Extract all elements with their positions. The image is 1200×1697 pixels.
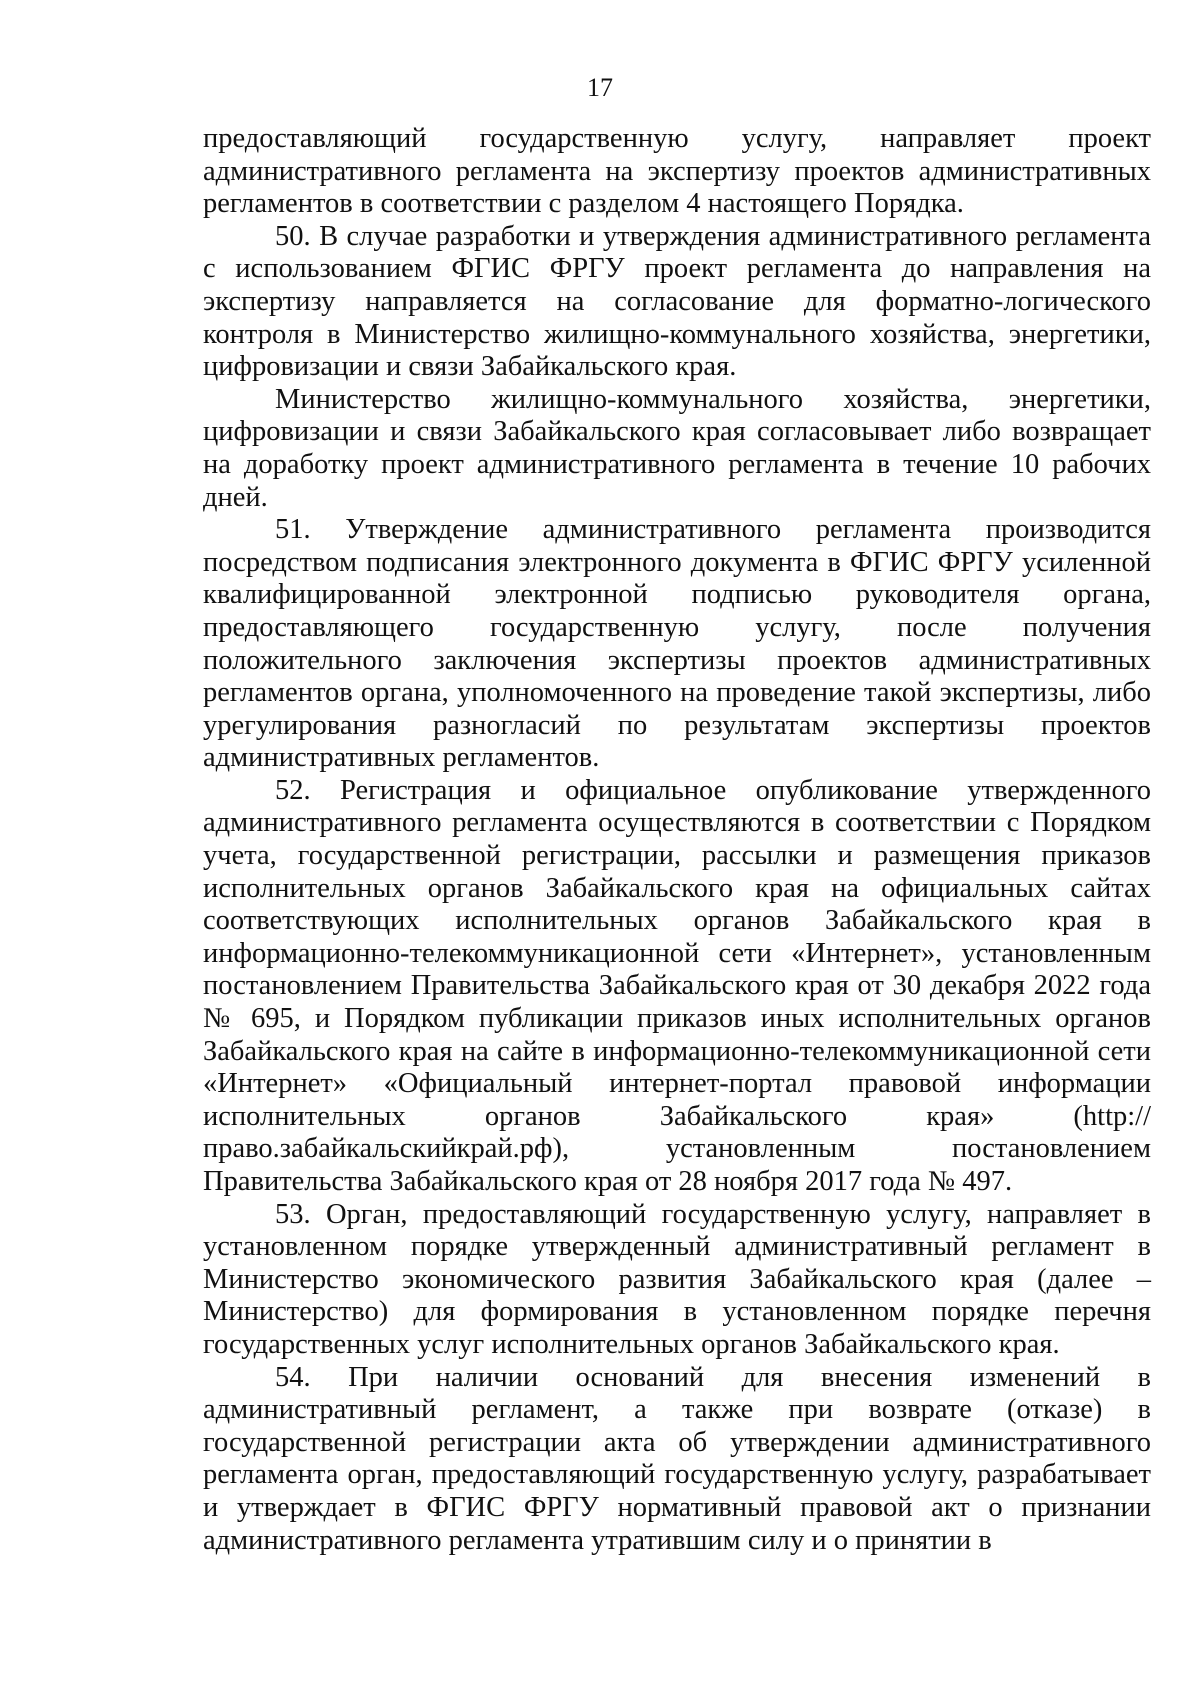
paragraph-50: 50. В случае разработки и утверждения административного регламента с использованием ФГИС ФРГУ проект регламента до направления на экспертизу направляется на согласование для форматно-логического контроля в Министерство жилищно-коммунального хозяйства, энергетики, цифровизации и связи Забайкальского края.: [203, 220, 1151, 383]
paragraph-continuation: предоставляющий государственную услугу, направляет проект административного регламента на экспертизу проектов административных регламентов в соответствии с разделом 4 настоящего Порядка.: [203, 123, 1151, 220]
paragraph-51: 51. Утверждение административного регламента производится посредством подписания электронного документа в ФГИС ФРГУ усиленной квалифицированной электронной подписью руководителя органа, предоставляющего государственную услугу, после получения положительного заключения экспертизы проектов административных регламентов органа, уполномоченного на проведение такой экспертизы, либо урегулирования разногласий по результатам экспертизы проектов административных регламентов.: [203, 514, 1151, 774]
paragraph-ministry-approval: Министерство жилищно-коммунального хозяйства, энергетики, цифровизации и связи Забайкальского края согласовывает либо возвращает на доработку проект административного регламента в течение 10 рабочих дней.: [203, 383, 1151, 513]
page-number: 17: [587, 73, 613, 102]
paragraph-54: 54. При наличии оснований для внесения изменений в административный регламент, а также при возврате (отказе) в государственной регистрации акта об утверждении административного регламента орган, предоставляющий государственную услугу, разрабатывает и утверждает в ФГИС ФРГУ нормативный правовой акт о признании административного регламента утратившим силу и о принятии в: [203, 1361, 1151, 1556]
document-body: [203, 123, 1151, 1557]
paragraph-53: 53. Орган, предоставляющий государственную услугу, направляет в установленном порядке утвержденный административный регламент в Министерство экономического развития Забайкальского края (далее – Министерство) для формирования в установленном порядке перечня государственных услуг исполнительных органов Забайкальского края.: [203, 1198, 1151, 1360]
paragraph-52: 52. Регистрация и официальное опубликование утвержденного административного регламента осуществляются в соответствии с Порядком учета, государственной регистрации, рассылки и размещения приказов исполнительных органов Забайкальского края на официальных сайтах соответствующих исполнительных органов Забайкальского края в информационно-телекоммуникационной сети «Интернет», установленным постановлением Правительства Забайкальского края от 30 декабря 2022 года № 695, и Порядком публикации приказов иных исполнительных органов Забайкальского края на сайте в информационно-телекоммуникационной сети «Интернет» «Официальный интернет-портал правовой информации исполнительных органов Забайкальского края» (http://право.забайкальскийкрай.рф), установленным постановлением Правительства Забайкальского края от 28 ноября 2017 года № 497.: [203, 774, 1151, 1197]
